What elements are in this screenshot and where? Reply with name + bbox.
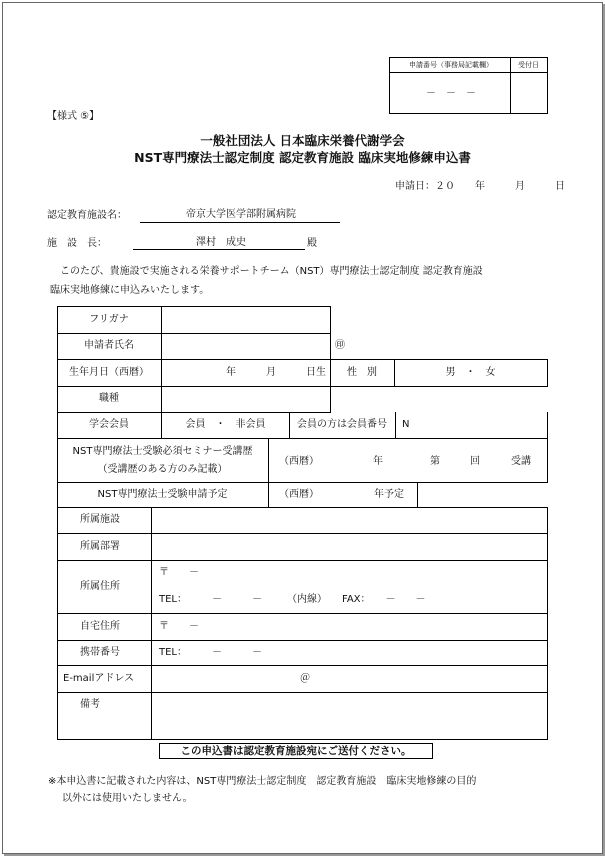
work-address-label: 所属住所 [80,581,120,592]
remarks-label: 備考 [80,699,100,710]
exam-plan-era: （西暦） [279,489,319,500]
work-phone-fax[interactable]: TEL： － － （内線） FAX： － － [159,594,426,605]
email-at-sign[interactable]: ＠ [300,673,310,684]
job-type-label: 職種 [99,393,119,404]
exam-plan-year[interactable]: 年予定 [374,489,404,500]
form-title-line1: 一般社団法人 日本臨床栄養代謝学会 [200,133,405,148]
email-label: E-mailアドレス [63,673,135,684]
application-number-value: － － － [426,88,476,99]
intro-line2: 臨床実地修練に申込みいたします。 [50,285,210,296]
remarks-field[interactable] [152,693,547,739]
furigana-field[interactable] [162,307,330,333]
birth-date-label: 生年月日（西暦） [69,367,149,378]
application-date: 申請日：２０ 年 月 日 [395,181,565,192]
mobile-label: 携帯番号 [80,647,120,658]
affiliation-label: 所属施設 [80,514,120,525]
seminar-history-label: NST専門療法士受験必須セミナー受講歴 [72,446,253,457]
seminar-era: （西暦） [279,456,319,467]
director-honorific: 殿 [307,238,317,249]
footnote-line2: 以外には使用いたしません。 [62,793,193,804]
seminar-history-note: （受講歴のある方のみ記載） [97,464,228,475]
member-number-label: 会員の方は会員番号 [297,419,387,430]
society-member-label: 学会会員 [89,419,129,430]
seminar-taken: 受講 [511,456,531,467]
member-status-field[interactable]: 会員 ・ 非会員 [185,419,266,430]
affiliation-field[interactable] [152,508,547,533]
member-number-field[interactable]: N [402,419,410,430]
application-number-label: 申請番号（事務局記載欄） [409,61,493,69]
home-address-label: 自宅住所 [80,621,120,632]
director-label: 施 設 長： [47,238,107,249]
form-code: 【様式 ⑤】 [47,111,100,122]
gender-label: 性 別 [347,367,377,378]
gender-field[interactable]: 男 ・ 女 [445,367,496,378]
submission-notice: この申込書は認定教育施設宛にご送付ください。 [159,743,433,759]
applicant-name-field[interactable] [162,334,330,359]
form-title-line2: NST専門療法士認定制度 認定教育施設 臨床実地修練申込書 [134,150,471,165]
facility-name: 帝京大学医学部附属病院 [186,209,296,220]
work-postal-code[interactable]: 〒 － [159,567,199,578]
facility-label: 認定教育施設名： [47,210,127,221]
director-name: 澤村 成史 [196,237,246,248]
birth-date-field[interactable]: 年 月 日生 [226,367,326,378]
footnote-line1: ※本申込書に記載された内容は、NST専門療法士認定制度 認定教育施設 臨床実地修練の目的 [48,776,477,787]
department-field[interactable] [152,534,547,560]
mobile-phone-field[interactable]: TEL： － － [159,647,262,658]
intro-line1: このたび、貴施設で実施される栄養サポートチーム（NST）専門療法士認定制度 認定教育施設 [60,266,483,277]
seminar-round[interactable]: 第 回 [430,456,480,467]
applicant-name-label: 申請者氏名 [84,340,134,351]
seminar-year[interactable]: 年 [373,456,383,467]
received-date-label: 受付日 [518,61,539,69]
home-postal-code[interactable]: 〒 － [159,621,199,632]
exam-plan-label: NST専門療法士受験申請予定 [97,489,228,500]
job-type-field[interactable] [162,387,330,412]
furigana-label: フリガナ [89,314,129,325]
seal-mark: ㊞ [335,340,345,351]
department-label: 所属部署 [80,541,120,552]
